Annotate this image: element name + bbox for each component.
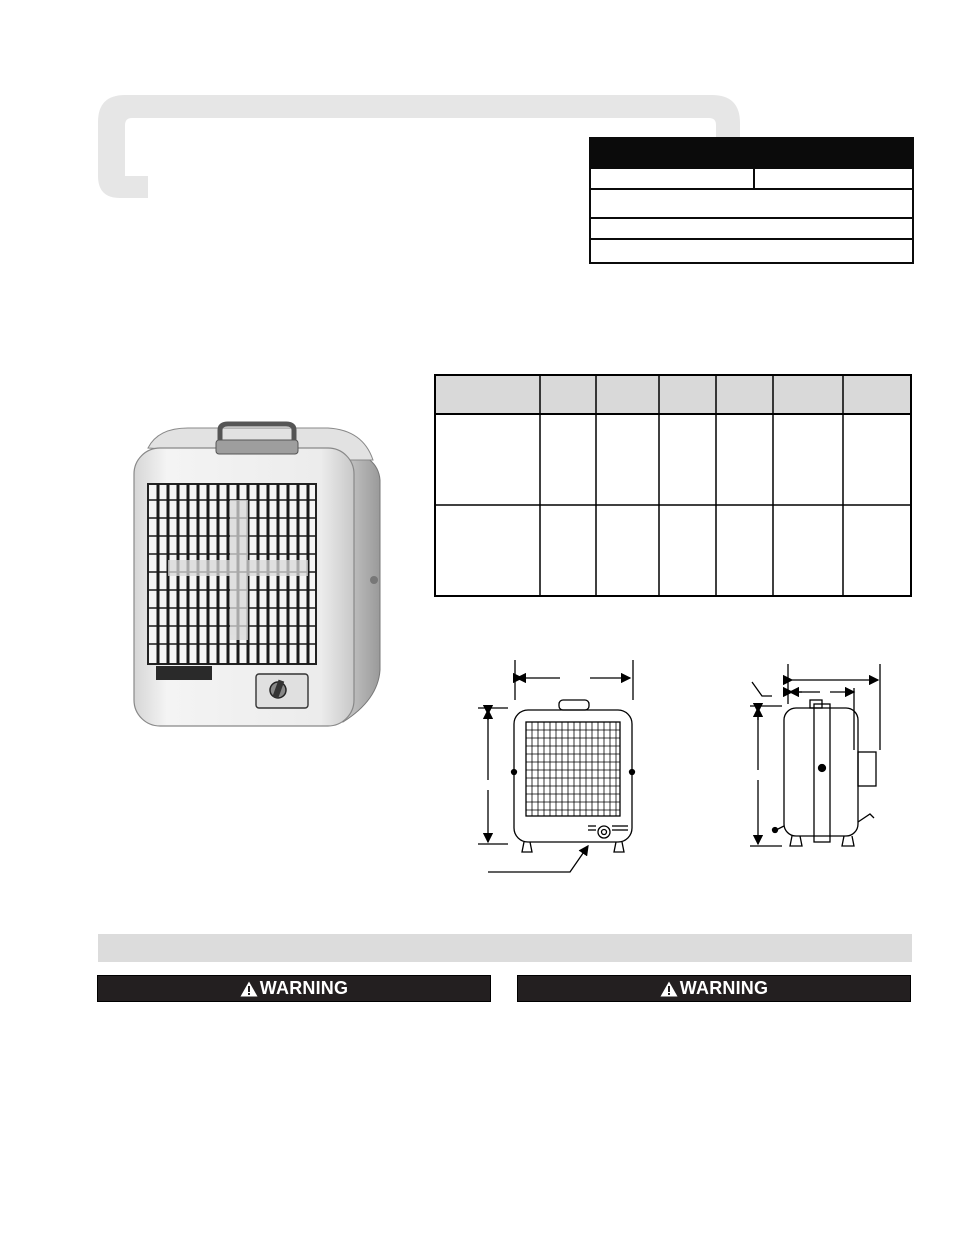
- warning-header-left: [97, 975, 491, 1002]
- alert-triangle-icon: [240, 981, 258, 997]
- info-row-divider: [753, 169, 755, 188]
- side-view-drawing: [750, 664, 880, 846]
- warning-label: WARNING: [679, 978, 769, 998]
- dimension-diagram: [470, 660, 910, 880]
- spec-table-header: [435, 375, 911, 414]
- info-box-header: [589, 137, 914, 169]
- info-row: [591, 190, 912, 219]
- front-view-drawing: [478, 660, 635, 872]
- info-box: [589, 137, 914, 264]
- info-row: [591, 219, 912, 240]
- section-heading-band: [98, 934, 912, 962]
- info-box-rows: [589, 169, 914, 264]
- warning-label: WARNING: [259, 978, 349, 998]
- alert-triangle-icon: [660, 981, 678, 997]
- info-row: [591, 169, 912, 190]
- warning-header-right: [517, 975, 911, 1002]
- heater-product-photo: [128, 420, 388, 730]
- specification-table: [434, 374, 912, 597]
